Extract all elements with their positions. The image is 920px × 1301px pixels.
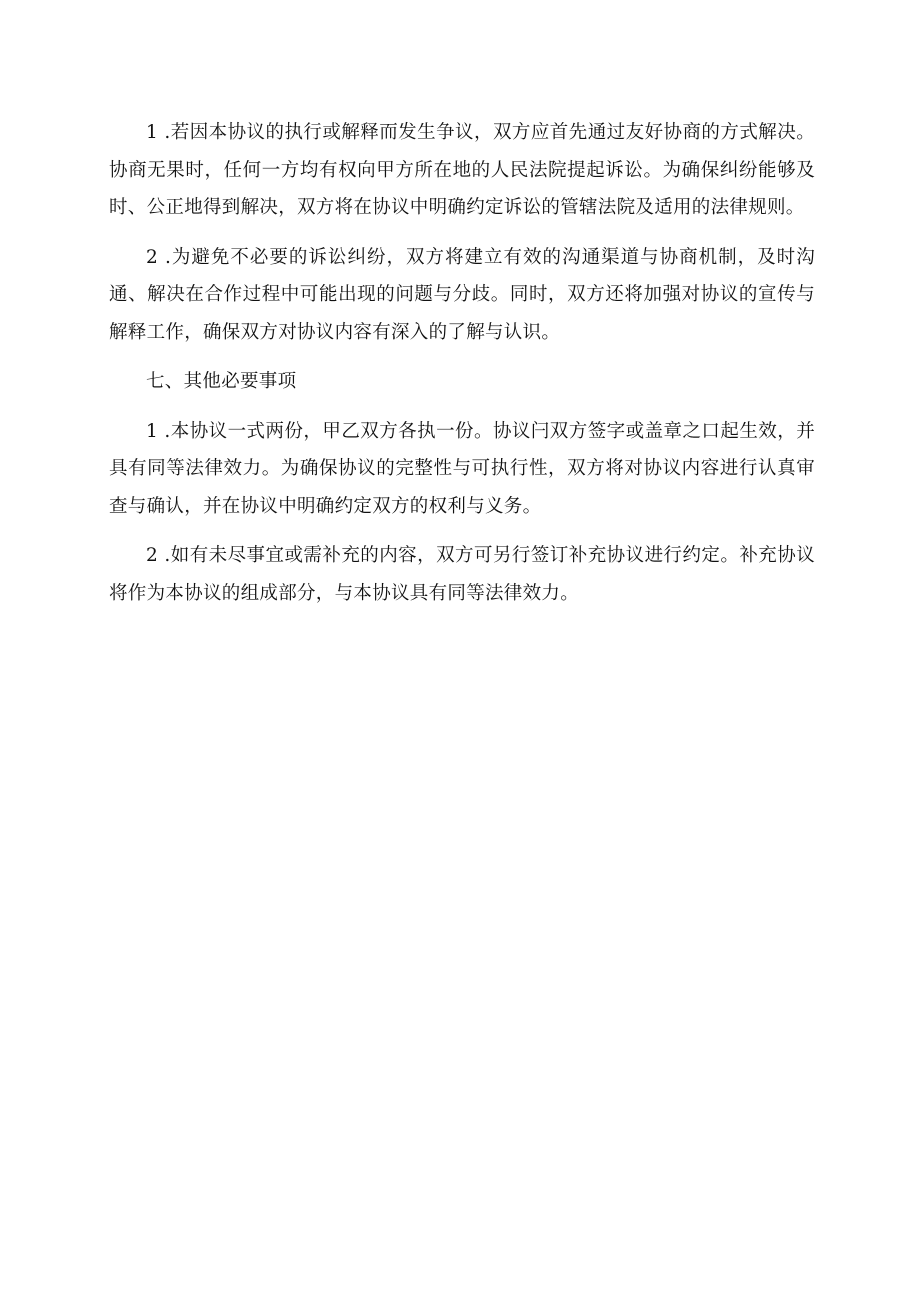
paragraph-avoid-litigation: 2 .为避免不必要的诉讼纠纷，双方将建立有效的沟通渠道与协商机制，及时沟通、解决在合作过程中可能出现的问题与分歧。同时，双方还将加强对协议的宣传与解释工作，确保双方对协议内容有深入的了解与认识。 [109, 246, 815, 343]
section-heading-other-matters: 七、其他必要事项 [146, 371, 297, 392]
document-body [109, 114, 815, 612]
paragraph-dispute-resolution: 1 .若因本协议的执行或解释而发生争议，双方应首先通过友好协商的方式解决。协商无果时，任何一方均有权向甲方所在地的人民法院提起诉讼。为确保纠纷能够及时、公正地得到解决，双方将在协议中明确约定诉讼的管辖法院及适用的法律规则。 [109, 122, 815, 218]
paragraph-copies-and-effect: 1 .本协议一式两份，甲乙双方各执一份。协议闩双方签字或盖章之口起生效，并具有同等法律效力。为确保协议的完整性与可执行性，双方将对协议内容进行认真审查与确认，并在协议中明确约定双方的权利与义务。 [109, 420, 815, 517]
paragraph-supplementary-agreement: 2 .如有未尽事宜或需补充的内容，双方可另行签订补充协议进行约定。补充协议将作为本协议的组成部分，与本协议具有同等法律效力。 [109, 545, 815, 604]
